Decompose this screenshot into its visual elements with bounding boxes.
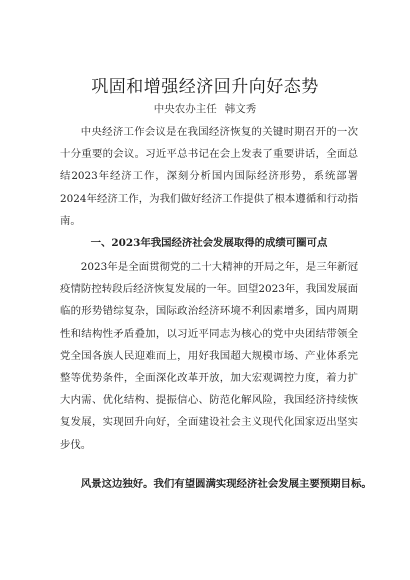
closing-line: 风景这边独好。我们有望圆满实现经济社会发展主要预期目标。: [80, 478, 372, 490]
author-position: 中央农办主任: [153, 103, 217, 115]
section-heading: 一、2023年我国经济社会发展取得的成绩可圈可点: [90, 237, 328, 249]
author-name: 韩文秀: [224, 103, 257, 115]
intro-paragraph: 中央经济工作会议是在我国经济恢复的关键时期召开的一次十分重要的会议。习近平总书记在会上发表了重要讲话，全面总结2023年经济工作，深刻分析国内国际经济形势，系统部署2024年经济工作，为我们做好经济工作提供了根本遵循和行动指南。: [60, 126, 358, 227]
body-paragraph: 2023年是全面贯彻党的二十大精神的开局之年，是三年新冠疫情防控转段后经济恢复发展的一年。回望2023年，我国发展面临的形势错综复杂，国际政治经济环境不利因素增多，国内周期性和结构性矛盾叠加，以习近平同志为核心的党中央团结带领全党全国各族人民迎难而上，用好我国超大规模市场、产业体系完整等优势条件，全面深化改革开放，加大宏观调控力度，着力扩大内需、优化结构、提振信心、防范化解风险，我国经济持续恢复发展，实现回升向好，全面建设社会主义现代化国家迈出坚实步伐。: [60, 261, 358, 451]
author-byline: [0, 102, 410, 116]
document-title: 巩固和增强经济回升向好态势: [91, 77, 319, 97]
